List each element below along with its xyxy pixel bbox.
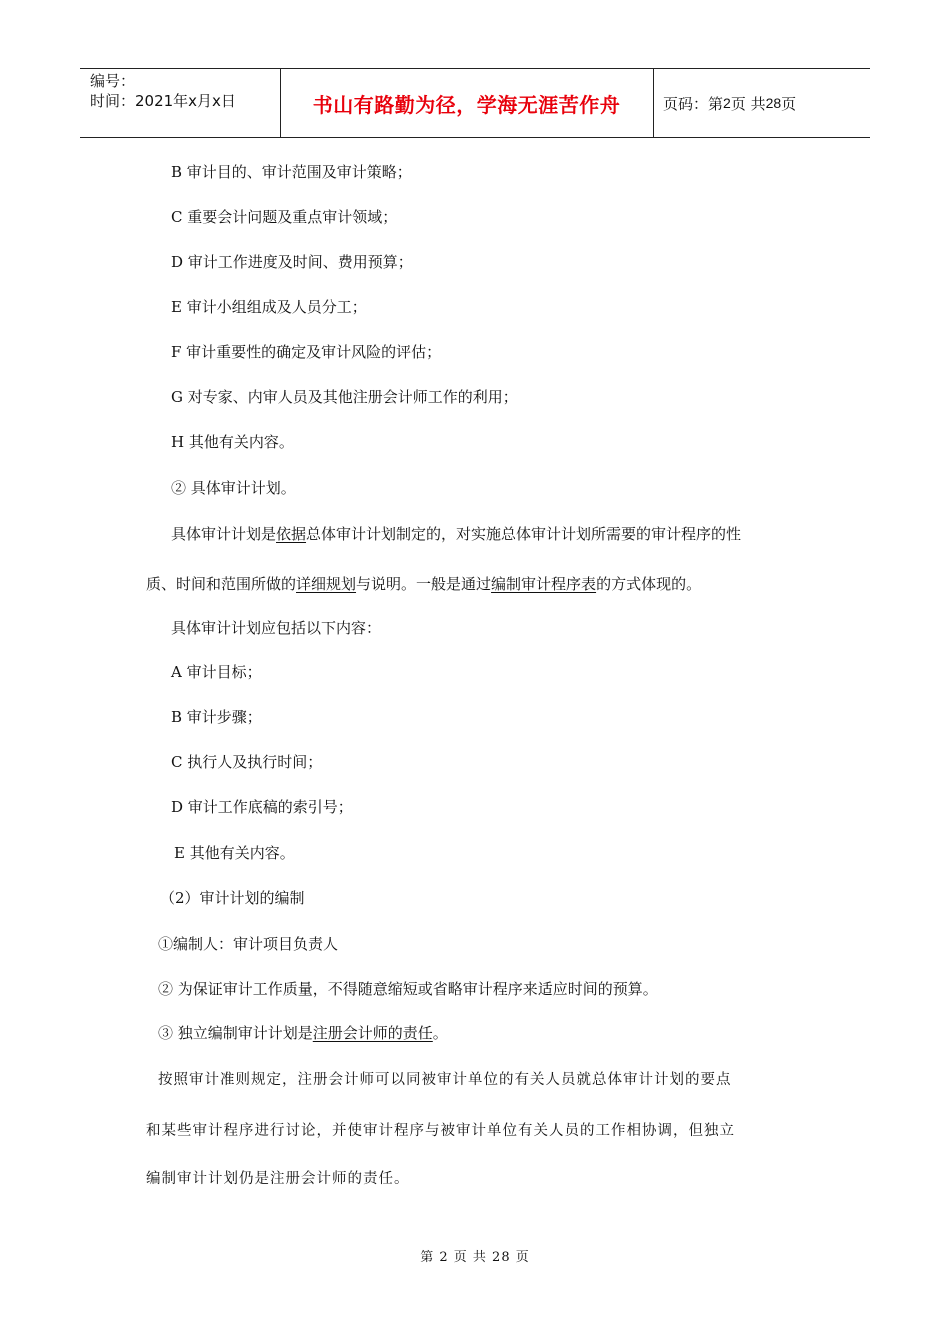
header-page-info bbox=[663, 69, 796, 137]
page-suffix: 页 bbox=[781, 94, 797, 113]
text-run: 的方式体现的。 bbox=[596, 575, 702, 593]
body-line: E 审计小组组成及人员分工； bbox=[171, 298, 367, 316]
doc-date-label: 时间：2021年x月x日 bbox=[90, 92, 236, 110]
body-line: ② 为保证审计工作质量，不得随意缩短或省略审计程序来适应时间的预算。 bbox=[158, 980, 658, 998]
body-line: F 审计重要性的确定及审计风险的评估； bbox=[171, 343, 442, 361]
body-line: D 审计工作底稿的索引号； bbox=[171, 798, 353, 816]
underlined-term: 注册会计师的责任 bbox=[312, 1024, 433, 1042]
body-line: G 对专家、内审人员及其他注册会计师工作的利用； bbox=[171, 388, 518, 406]
section-heading: （2）审计计划的编制 bbox=[160, 889, 305, 907]
body-line: B 审计目的、审计范围及审计策略； bbox=[171, 163, 412, 181]
body-line: D 审计工作进度及时间、费用预算； bbox=[171, 253, 413, 271]
paragraph-line bbox=[146, 573, 701, 595]
body-line: A 审计目标； bbox=[171, 663, 262, 681]
body-line: H 其他有关内容。 bbox=[171, 433, 294, 451]
text-run: 与说明。一般是通过 bbox=[356, 575, 492, 593]
document-header bbox=[80, 68, 870, 138]
body-line: B 审计步骤； bbox=[171, 708, 262, 726]
text-run: 质、时间和范围所做的 bbox=[146, 575, 297, 593]
underlined-term: 编制审计程序表 bbox=[491, 575, 597, 593]
header-motto: 书山有路勤为径，学海无涯苦作舟 bbox=[312, 92, 621, 117]
body-line: C 重要会计问题及重点审计领域； bbox=[171, 208, 398, 226]
paragraph-line bbox=[171, 523, 741, 545]
body-line: 具体审计计划应包括以下内容： bbox=[171, 619, 382, 637]
paragraph-line bbox=[158, 1022, 448, 1044]
page-mid: 页 共 bbox=[730, 94, 766, 113]
body-line: E 其他有关内容。 bbox=[174, 844, 295, 862]
page-number: 2 bbox=[723, 95, 731, 111]
page-footer: 第 2 页 共 28 页 bbox=[420, 1250, 530, 1265]
page-prefix: 页码：第 bbox=[663, 94, 724, 113]
underlined-term: 详细规划 bbox=[296, 575, 357, 593]
paragraph-line: 编制审计计划仍是注册会计师的责任。 bbox=[146, 1171, 410, 1187]
body-line: C 执行人及执行时间； bbox=[171, 753, 323, 771]
doc-number-label: 编号： bbox=[90, 72, 136, 90]
text-run: 具体审计计划是 bbox=[171, 525, 277, 543]
paragraph-line: 和某些审计程序进行讨论，并使审计程序与被审计单位有关人员的工作相协调，但独立 bbox=[146, 1123, 735, 1139]
header-meta bbox=[90, 71, 236, 111]
text-run: 总体审计计划制定的，对实施总体审计计划所需要的审计程序的性 bbox=[306, 525, 742, 543]
underlined-term: 依据 bbox=[276, 525, 307, 543]
page-total: 28 bbox=[765, 95, 782, 111]
text-run: 。 bbox=[432, 1024, 448, 1042]
paragraph-line: 按照审计准则规定，注册会计师可以同被审计单位的有关人员就总体审计计划的要点 bbox=[158, 1072, 732, 1088]
header-divider bbox=[653, 69, 654, 137]
section-heading: ② 具体审计计划。 bbox=[171, 479, 296, 497]
text-run: ③ 独立编制审计计划是 bbox=[158, 1024, 313, 1042]
body-line: ①编制人：审计项目负责人 bbox=[158, 935, 339, 953]
